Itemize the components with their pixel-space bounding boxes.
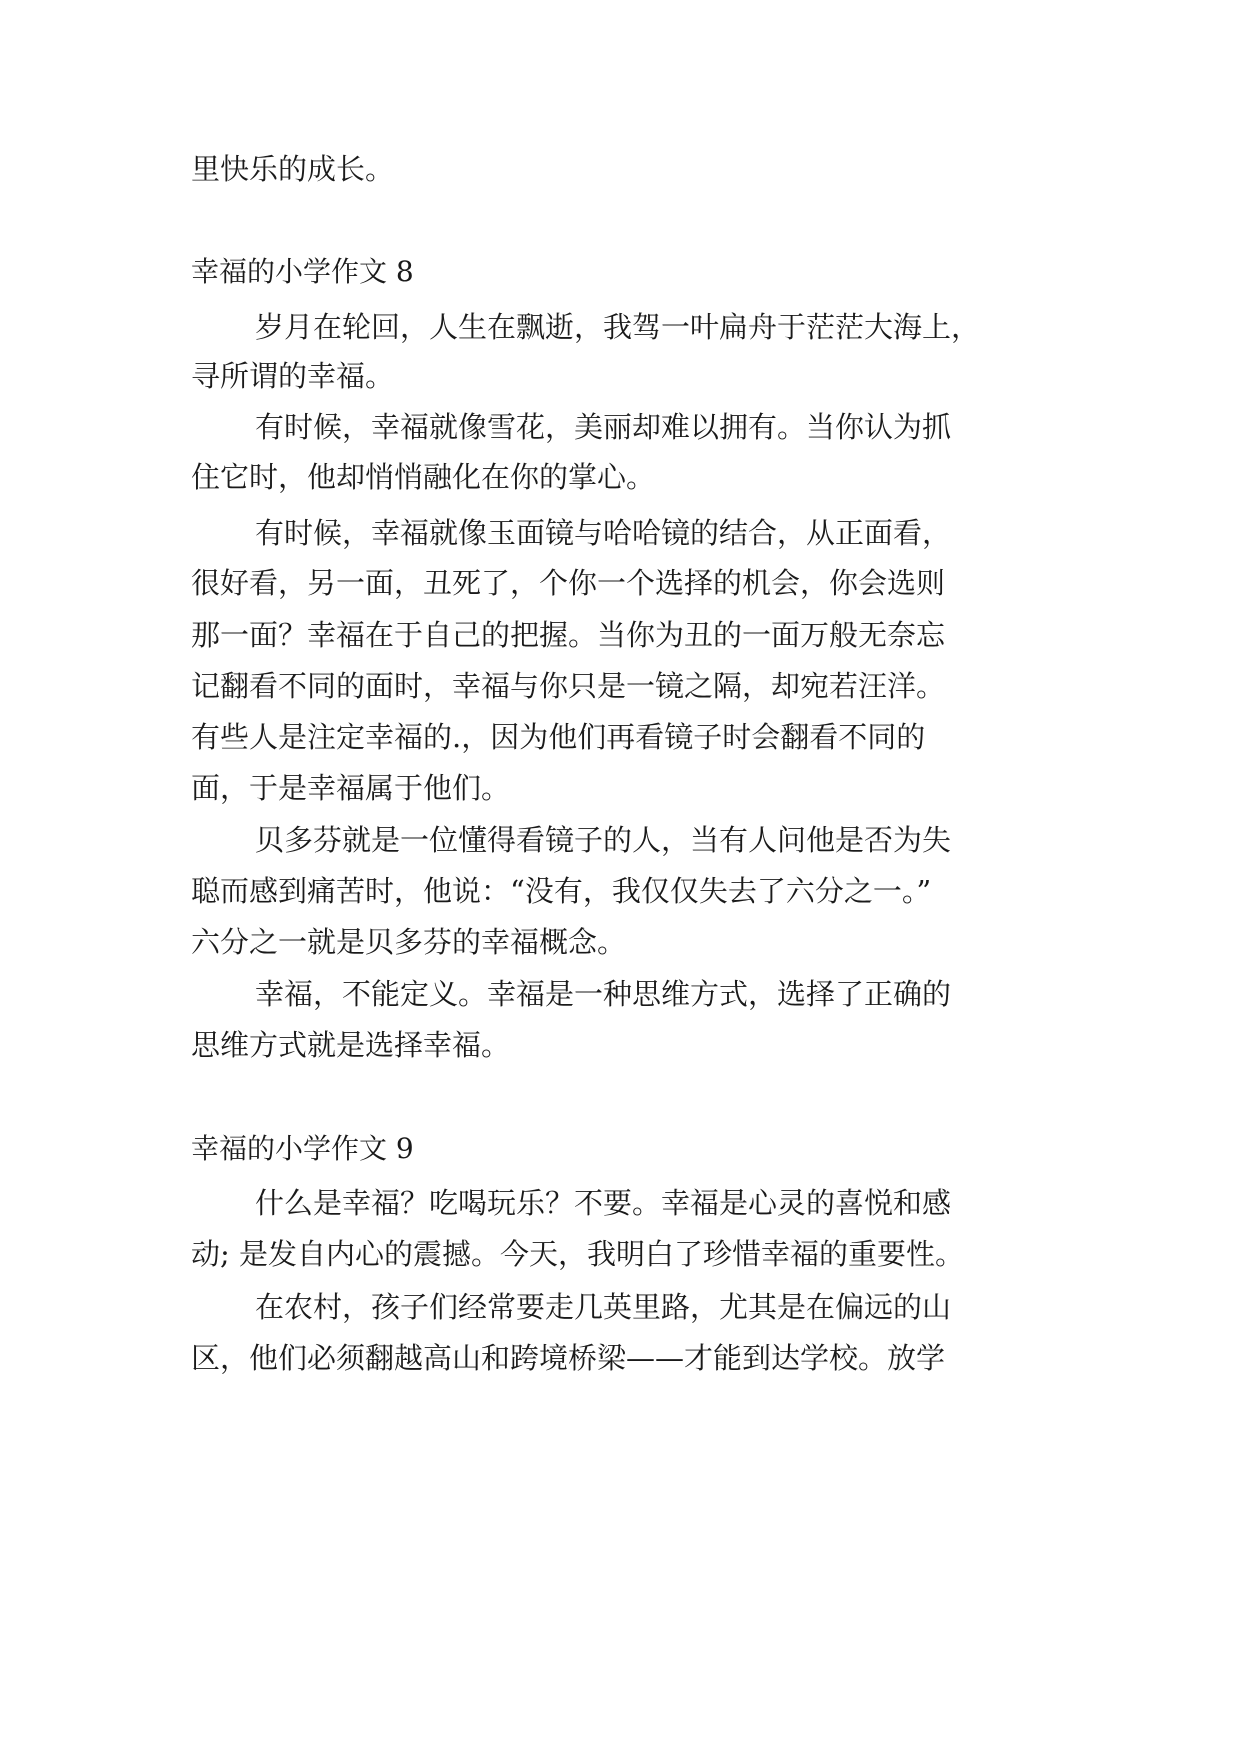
section-heading: 幸福的小学作文 8 [191,255,414,288]
paragraph-line: 寻所谓的幸福。 [191,359,395,393]
paragraph-line: 很好看，另一面，丑死了，个你一个选择的机会，你会选则 [191,566,946,600]
paragraph-line: 贝多芬就是一位懂得看镜子的人，当有人问他是否为失 [255,823,952,857]
paragraph-line: 有时候，幸福就像雪花，美丽却难以拥有。当你认为抓 [255,410,952,444]
paragraph-line: 那一面？幸福在于自己的把握。当你为丑的一面万般无奈忘 [191,618,946,652]
section-heading: 幸福的小学作文 9 [191,1132,414,1165]
paragraph-line: 住它时，他却悄悄融化在你的掌心。 [191,460,656,494]
paragraph-line: 面，于是幸福属于他们。 [191,771,511,805]
paragraph-line: 有时候，幸福就像玉面镜与哈哈镜的结合，从正面看， [255,516,952,550]
paragraph-line: 思维方式就是选择幸福。 [191,1028,511,1062]
paragraph-line: 岁月在轮回，人生在飘逝，我驾一叶扁舟于茫茫大海上， [255,310,981,344]
paragraph-line: 区，他们必须翻越高山和跨境桥梁——才能到达学校。放学 [191,1341,946,1375]
paragraph-line: 记翻看不同的面时，幸福与你只是一镜之隔，却宛若汪洋。 [191,669,946,703]
paragraph-line: 幸福，不能定义。幸福是一种思维方式，选择了正确的 [255,977,952,1011]
paragraph-line: 动; 是发自内心的震撼。今天，我明白了珍惜幸福的重要性。 [191,1237,964,1271]
paragraph-line: 里快乐的成长。 [191,152,395,186]
paragraph-line: 六分之一就是贝多芬的幸福概念。 [191,925,627,959]
paragraph-line: 什么是幸福？吃喝玩乐？不要。幸福是心灵的喜悦和感 [255,1186,952,1220]
paragraph-line: 有些人是注定幸福的.，因为他们再看镜子时会翻看不同的 [191,720,926,754]
paragraph-line: 在农村，孩子们经常要走几英里路，尤其是在偏远的山 [255,1290,952,1324]
paragraph-line: 聪而感到痛苦时，他说：“没有，我仅仅失去了六分之一。” [191,874,932,908]
